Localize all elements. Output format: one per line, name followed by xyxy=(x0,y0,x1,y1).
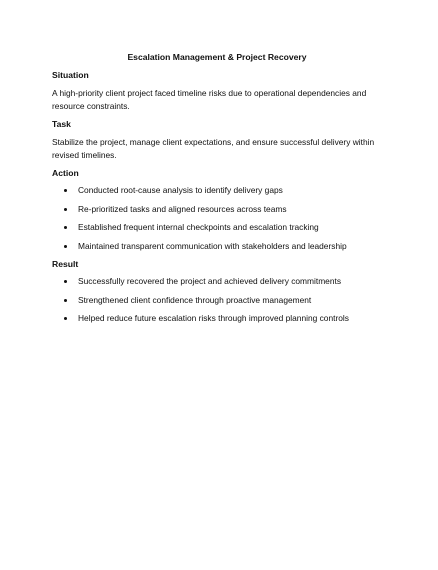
bullet-icon xyxy=(64,208,67,211)
result-item-text: Strengthened client confidence through proactive management xyxy=(78,294,312,305)
action-list-item xyxy=(52,222,382,233)
action-item-text: Conducted root-cause analysis to identify delivery gaps xyxy=(78,185,283,195)
task-text: Stabilize the project, manage client expectations, and ensure successful delivery within revised timelines. xyxy=(52,137,375,160)
situation-section xyxy=(52,70,382,112)
task-section xyxy=(52,119,382,161)
document-title: Escalation Management & Project Recovery xyxy=(127,52,307,62)
action-list-item xyxy=(52,204,382,215)
action-item-text: Re-prioritized tasks and aligned resources across teams xyxy=(78,203,287,214)
result-list-item xyxy=(52,295,382,306)
bullet-icon xyxy=(64,245,67,248)
task-heading: Task xyxy=(52,119,71,129)
situation-heading: Situation xyxy=(52,70,89,80)
result-list-item xyxy=(52,276,382,287)
bullet-icon xyxy=(64,317,67,320)
action-heading: Action xyxy=(52,168,79,178)
action-list xyxy=(52,185,382,252)
bullet-icon xyxy=(64,299,67,302)
bullet-icon xyxy=(64,226,67,229)
action-list-item xyxy=(52,241,382,252)
result-item-text: Helped reduce future escalation risks through improved planning controls xyxy=(78,313,349,323)
bullet-icon xyxy=(64,280,67,283)
result-section xyxy=(52,259,382,324)
bullet-icon xyxy=(64,189,67,192)
result-heading: Result xyxy=(52,259,79,269)
action-section xyxy=(52,168,382,252)
action-item-text: Established frequent internal checkpoints and escalation tracking xyxy=(78,222,319,232)
result-list-item xyxy=(52,313,382,324)
action-item-text: Maintained transparent communication with stakeholders and leadership xyxy=(78,240,347,251)
result-list xyxy=(52,276,382,324)
action-list-item xyxy=(52,185,382,196)
situation-text: A high-priority client project faced timeline risks due to operational dependencies and resource constraints. xyxy=(52,88,367,111)
result-item-text: Successfully recovered the project and achieved delivery commitments xyxy=(78,276,342,286)
